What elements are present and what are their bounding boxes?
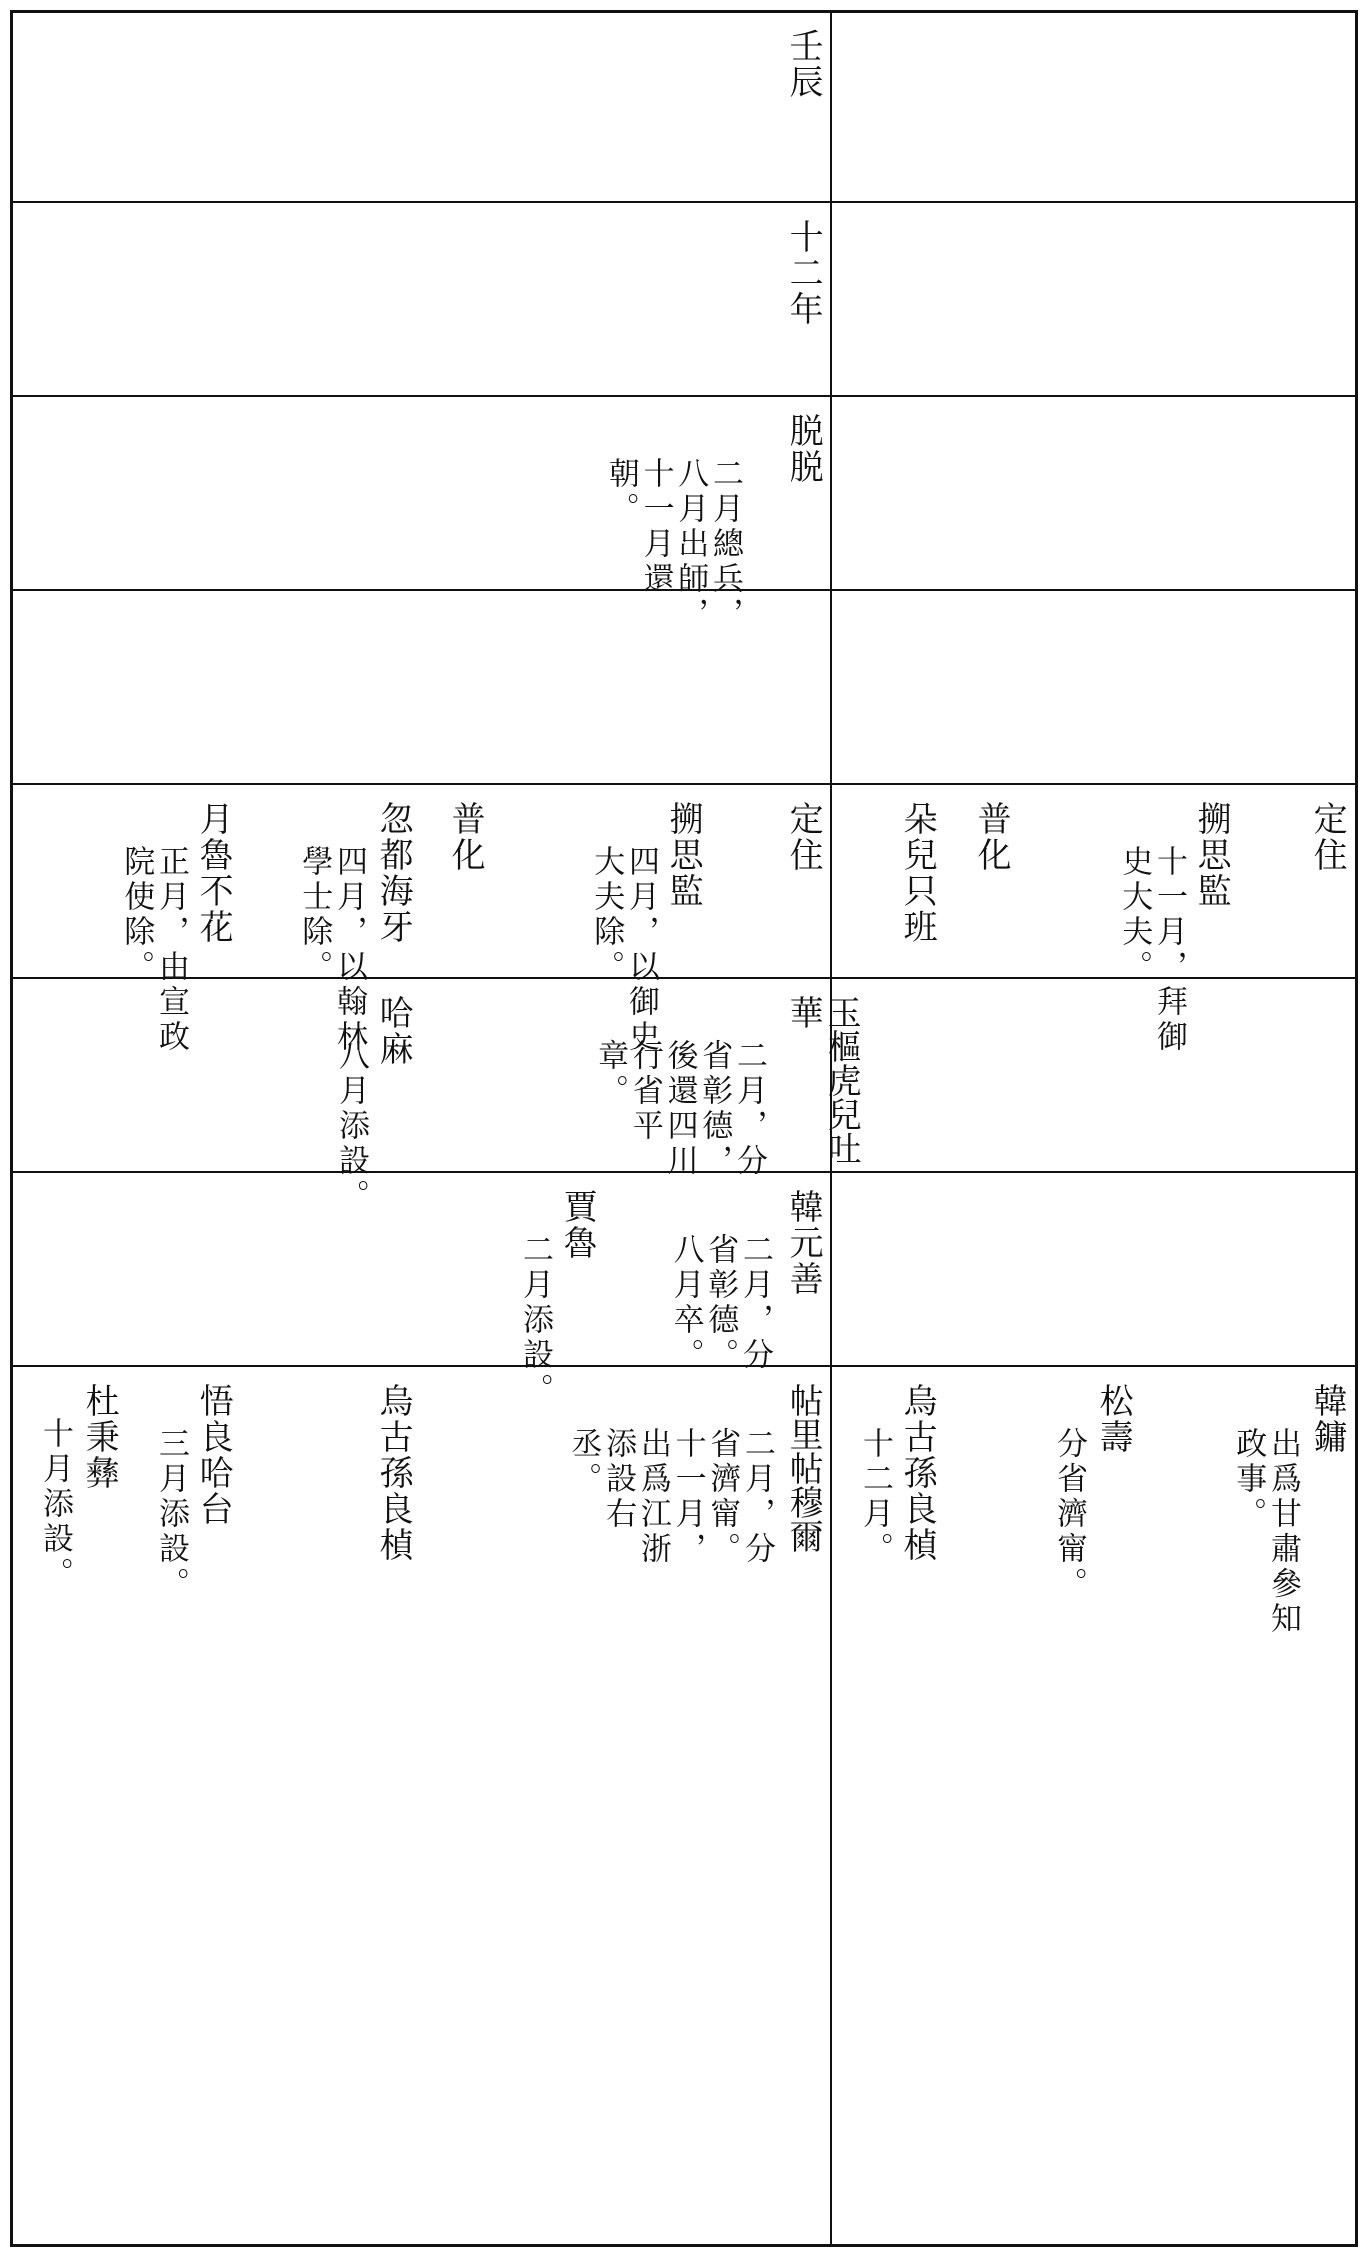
entry-name: 韓元善 bbox=[783, 1189, 824, 1297]
entry-note: 二月，分省彰德，後還四川行省平章。 bbox=[592, 1039, 767, 1179]
entry-note: 十一月，拜御史大夫。 bbox=[1116, 845, 1187, 1055]
entry-name: 松壽 bbox=[1093, 1383, 1134, 1455]
entry-name: 玉樞虎兒吐華 bbox=[783, 995, 862, 1165]
entry-note: 四月，以翰林學士除。 bbox=[296, 845, 367, 1055]
entry-note: 二月，分省濟甯。十一月，出爲江浙添設右丞。 bbox=[565, 1427, 775, 1567]
right-cell-row2 bbox=[832, 203, 1355, 395]
entry-name: 悟良哈台 bbox=[193, 1383, 234, 1527]
entry-name: 普化 bbox=[971, 801, 1012, 873]
entry-name: 烏古孫良楨 bbox=[897, 1383, 938, 1563]
entry-name: 哈麻 bbox=[373, 995, 414, 1067]
entry-name: 普化 bbox=[445, 801, 486, 873]
entry-name: 韓鏞 bbox=[1307, 1383, 1348, 1455]
right-cell-row7 bbox=[832, 1173, 1355, 1365]
entry-name: 壬辰 bbox=[783, 28, 824, 100]
entry-name: 帖里帖穆爾 bbox=[783, 1383, 824, 1553]
entry-name: 忽都海牙 bbox=[373, 801, 414, 945]
entry-note: 二月添設。 bbox=[517, 1233, 553, 1408]
entry-name: 十二年 bbox=[783, 219, 824, 327]
right-cell-row5 bbox=[832, 785, 1355, 1055]
entry-note: 正月，由宣政院使除。 bbox=[118, 845, 189, 1055]
entry-name: 搠思監 bbox=[663, 801, 704, 909]
right-cell-row3 bbox=[832, 397, 1355, 589]
left-cell-row1 bbox=[12, 12, 830, 201]
entry-note: 十二月。 bbox=[857, 1427, 893, 1567]
entry-name: 杜秉彝 bbox=[79, 1383, 120, 1491]
right-cell-row4 bbox=[832, 591, 1355, 783]
entry-note: 二月總兵，八月出師，十一月還朝。 bbox=[602, 457, 743, 632]
right-cell-row1 bbox=[832, 12, 1355, 201]
entry-name: 脱脱 bbox=[783, 413, 824, 485]
entry-name: 搠思監 bbox=[1191, 801, 1232, 909]
entry-note: 八月添設。 bbox=[333, 1039, 369, 1214]
left-cell-row8 bbox=[12, 1367, 830, 2244]
entry-note: 十月添設。 bbox=[37, 1417, 73, 1592]
right-cell-row8 bbox=[832, 1367, 1355, 2244]
entry-note: 二月，分省彰德。八月卒。 bbox=[667, 1233, 773, 1373]
left-cell-row4 bbox=[12, 591, 830, 783]
entry-note: 出爲甘肅參知政事。 bbox=[1230, 1427, 1301, 1637]
entry-name: 賈魯 bbox=[557, 1189, 598, 1261]
left-cell-row2 bbox=[12, 203, 830, 395]
left-cell-row6 bbox=[12, 979, 862, 1214]
entry-name: 烏古孫良楨 bbox=[373, 1383, 414, 1563]
entry-name: 朵兒只班 bbox=[897, 801, 938, 945]
entry-name: 定住 bbox=[783, 801, 824, 873]
entry-note: 三月添設。 bbox=[153, 1427, 189, 1602]
entry-note: 四月，以御史大夫除。 bbox=[588, 845, 659, 1055]
right-cell-row6 bbox=[832, 979, 1355, 1171]
entry-note: 分省濟甯。 bbox=[1051, 1427, 1087, 1602]
left-cell-row3 bbox=[12, 397, 830, 632]
left-cell-row7 bbox=[12, 1173, 830, 1408]
entry-name: 定住 bbox=[1307, 801, 1348, 873]
entry-name: 月魯不花 bbox=[193, 801, 234, 945]
